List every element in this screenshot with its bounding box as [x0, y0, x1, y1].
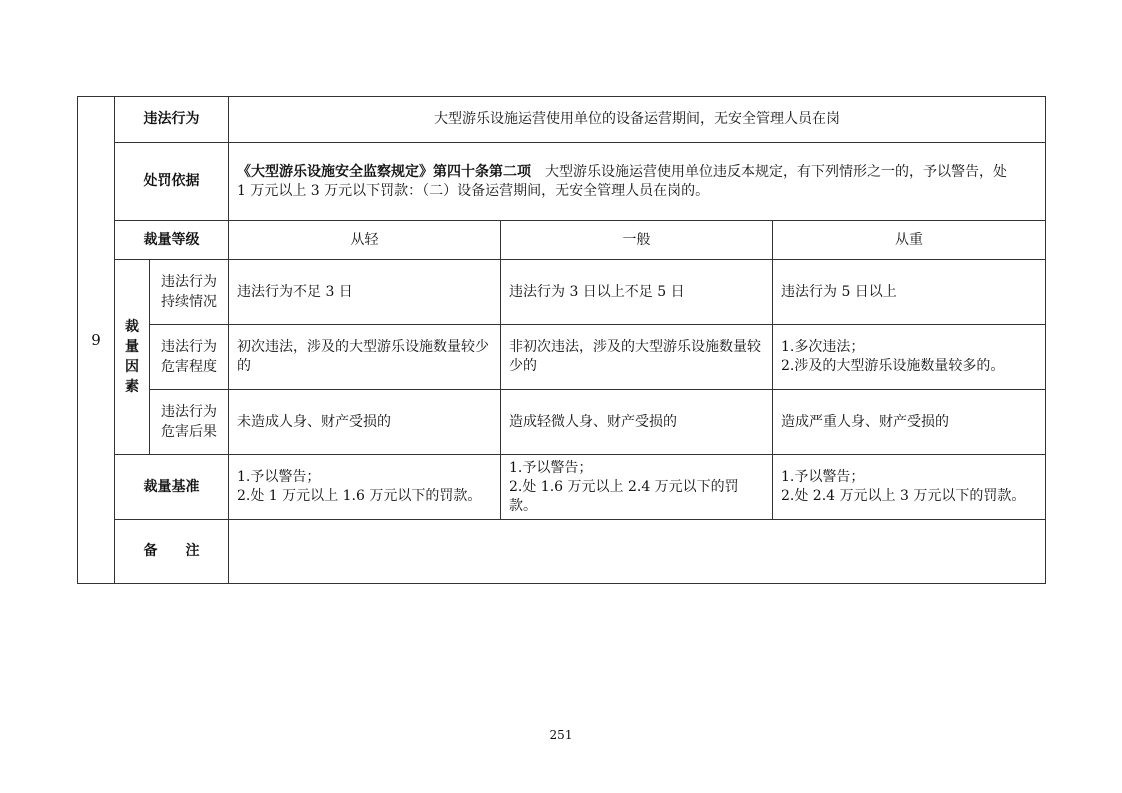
- factor-label-consequence: [150, 390, 229, 455]
- factors-label-char: 量: [125, 339, 139, 355]
- factor-cell: [229, 390, 501, 455]
- cell-line: 2.处 2.4 万元以上 3 万元以下的罚款。: [781, 488, 1026, 504]
- cell-line: 2.处 1.6 万元以上 2.4 万元以下的罚款。: [509, 478, 739, 514]
- cell-line: 未造成人身、财产受损的: [237, 413, 391, 430]
- row-number: 9: [78, 97, 115, 584]
- cell-line: 1.多次违法；: [781, 339, 865, 355]
- violation-row: [78, 97, 1046, 143]
- level-general: 一般: [501, 221, 773, 260]
- cell-line: 少的: [509, 358, 537, 374]
- remarks-label-char: 备: [143, 543, 158, 559]
- factor-label-line: 持续情况: [161, 294, 217, 310]
- penalty-standard-table: [77, 96, 1046, 584]
- basis-text: [229, 143, 1046, 221]
- standard-cell: [773, 455, 1046, 520]
- violation-text: 大型游乐设施运营使用单位的设备运营期间，无安全管理人员在岗: [229, 97, 1046, 143]
- basis-line-1: 大型游乐设施运营使用单位违反本规定，有下列情形之一的，予以警告，处: [531, 163, 1007, 180]
- standard-cell: [501, 455, 773, 520]
- factor-label-line: 违法行为: [161, 339, 217, 355]
- cell-line: 造成轻微人身、财产受损的: [509, 413, 677, 430]
- standard-cell: [229, 455, 501, 520]
- factors-label-char: 因: [125, 359, 139, 375]
- factor-cell: [501, 260, 773, 325]
- level-light: 从轻: [229, 221, 501, 260]
- factor-cell: [773, 390, 1046, 455]
- factor-label-line: 违法行为: [161, 274, 217, 290]
- factor-label-line: 违法行为: [161, 404, 217, 420]
- cell-line: 初次违法，涉及的大型游乐设施数量较少: [237, 339, 489, 355]
- factor-cell: [773, 325, 1046, 390]
- cell-line: 违法行为 3 日以上不足 5 日: [509, 283, 685, 300]
- levels-label: 裁量等级: [115, 221, 229, 260]
- cell-line: 1.予以警告；: [781, 469, 865, 485]
- cell-line: 2.处 1 万元以上 1.6 万元以下的罚款。: [237, 488, 482, 504]
- cell-line: 非初次违法，涉及的大型游乐设施数量较: [509, 339, 761, 355]
- factor-cell: [229, 260, 501, 325]
- remarks-label: [115, 520, 229, 584]
- standard-label: 裁量基准: [115, 455, 229, 520]
- factor-label-line: 危害后果: [161, 424, 217, 440]
- remarks-text: [229, 520, 1046, 584]
- violation-label: 违法行为: [115, 97, 229, 143]
- factors-label: [115, 260, 150, 455]
- level-heavy: 从重: [773, 221, 1046, 260]
- basis-label: 处罚依据: [115, 143, 229, 221]
- factor-cell: [773, 260, 1046, 325]
- factor-label-severity: [150, 325, 229, 390]
- factors-label-char: 素: [125, 379, 139, 395]
- cell-line: 的: [237, 358, 251, 374]
- factor-label-duration: [150, 260, 229, 325]
- factor-row-severity: [78, 325, 1046, 390]
- remarks-label-char: 注: [185, 543, 200, 559]
- cell-line: 造成严重人身、财产受损的: [781, 413, 949, 430]
- factor-label-line: 危害程度: [161, 359, 217, 375]
- factor-row-consequence: [78, 390, 1046, 455]
- standard-row: [78, 455, 1046, 520]
- cell-line: 违法行为 5 日以上: [781, 283, 897, 300]
- factor-cell: [501, 325, 773, 390]
- factors-label-char: 裁: [125, 319, 139, 335]
- basis-regulation-title: 《大型游乐设施安全监察规定》第四十条第二项: [237, 163, 531, 180]
- cell-line: 违法行为不足 3 日: [237, 283, 353, 300]
- factor-cell: [229, 325, 501, 390]
- levels-row: [78, 221, 1046, 260]
- factor-cell: [501, 390, 773, 455]
- page-number: 251: [549, 728, 573, 742]
- basis-row: [78, 143, 1046, 221]
- cell-line: 1.予以警告；: [237, 469, 321, 485]
- cell-line: 2.涉及的大型游乐设施数量较多的。: [781, 358, 1005, 374]
- remarks-row: [78, 520, 1046, 584]
- factor-row-duration: [78, 260, 1046, 325]
- basis-line-2: 1 万元以上 3 万元以下罚款：（二）设备运营期间，无安全管理人员在岗的。: [237, 182, 710, 199]
- cell-line: 1.予以警告；: [509, 459, 593, 476]
